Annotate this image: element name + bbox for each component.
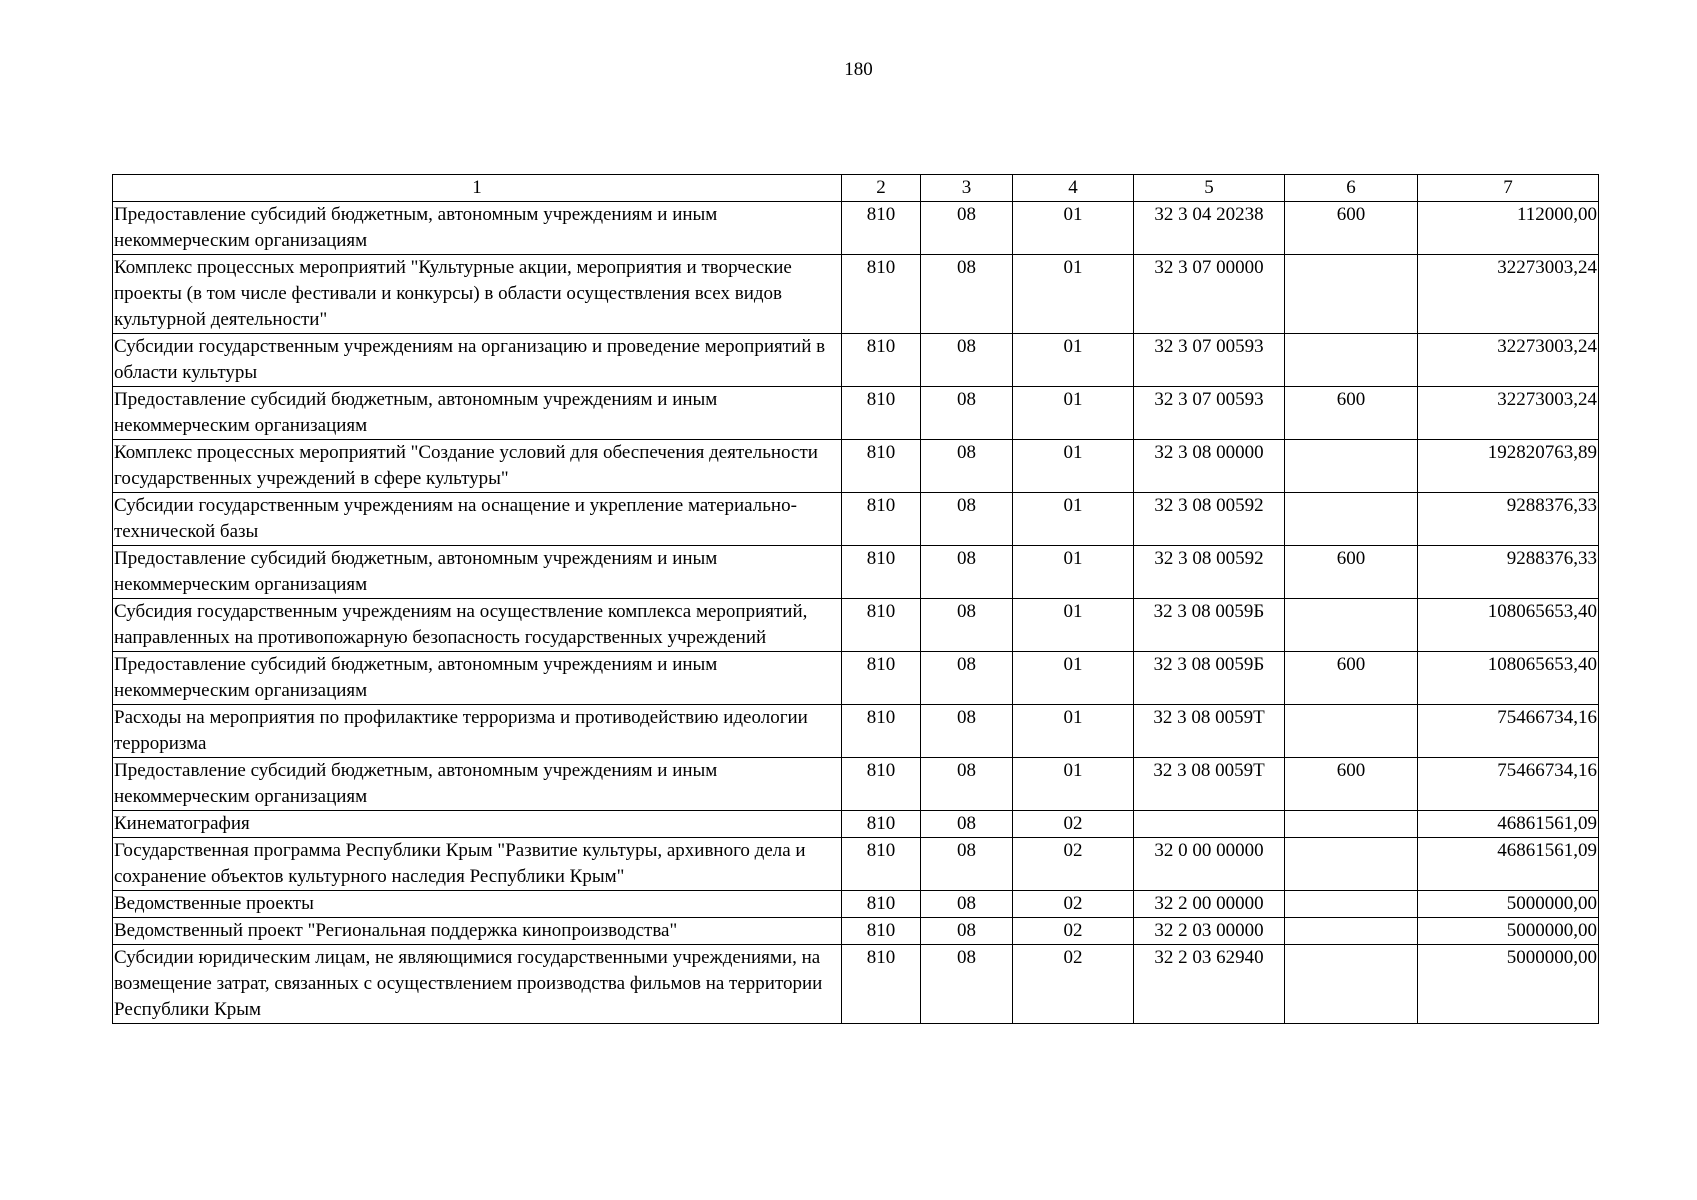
row-section-code: 08 [921,255,1013,334]
row-expense-type [1285,493,1418,546]
row-target-code: 32 3 08 0059Т [1134,758,1285,811]
header-col-6: 6 [1285,175,1418,202]
row-ministry-code: 810 [842,918,921,945]
row-section-code: 08 [921,546,1013,599]
table-row [113,918,1599,945]
row-subsection-code: 01 [1013,387,1134,440]
row-subsection-code: 01 [1013,202,1134,255]
row-name: Предоставление субсидий бюджетным, автономным учреждениям и иным некоммерческим организациям [113,758,842,811]
table-row [113,838,1599,891]
row-expense-type [1285,705,1418,758]
row-subsection-code: 01 [1013,758,1134,811]
row-target-code: 32 3 08 0059Б [1134,599,1285,652]
row-expense-type [1285,838,1418,891]
table-row [113,493,1599,546]
row-subsection-code: 02 [1013,918,1134,945]
row-ministry-code: 810 [842,493,921,546]
table-row [113,758,1599,811]
row-subsection-code: 01 [1013,546,1134,599]
table-row [113,891,1599,918]
row-amount: 9288376,33 [1418,546,1599,599]
row-subsection-code: 02 [1013,945,1134,1024]
row-section-code: 08 [921,758,1013,811]
row-amount: 5000000,00 [1418,918,1599,945]
row-name: Субсидии государственным учреждениям на организацию и проведение мероприятий в области культуры [113,334,842,387]
row-target-code: 32 0 00 00000 [1134,838,1285,891]
row-section-code: 08 [921,838,1013,891]
row-expense-type [1285,599,1418,652]
row-expense-type [1285,334,1418,387]
row-name: Субсидии юридическим лицам, не являющимися государственными учреждениями, на возмещение затрат, связанных с осуществлением производства фильмов на территории Республики Крым [113,945,842,1024]
row-amount: 108065653,40 [1418,652,1599,705]
row-expense-type: 600 [1285,202,1418,255]
row-name: Государственная программа Республики Крым "Развитие культуры, архивного дела и сохранение объектов культурного наследия Республики Крым" [113,838,842,891]
table-row [113,811,1599,838]
budget-table [112,174,1599,1024]
row-amount: 46861561,09 [1418,811,1599,838]
row-subsection-code: 01 [1013,255,1134,334]
row-subsection-code: 02 [1013,811,1134,838]
row-amount: 32273003,24 [1418,255,1599,334]
row-ministry-code: 810 [842,758,921,811]
header-col-3: 3 [921,175,1013,202]
row-subsection-code: 02 [1013,838,1134,891]
row-ministry-code: 810 [842,599,921,652]
row-ministry-code: 810 [842,440,921,493]
row-target-code: 32 2 03 00000 [1134,918,1285,945]
header-col-5: 5 [1134,175,1285,202]
row-ministry-code: 810 [842,546,921,599]
row-expense-type [1285,811,1418,838]
row-subsection-code: 01 [1013,493,1134,546]
row-ministry-code: 810 [842,255,921,334]
row-target-code [1134,811,1285,838]
row-expense-type [1285,440,1418,493]
row-expense-type: 600 [1285,758,1418,811]
table-row [113,202,1599,255]
table-row [113,334,1599,387]
row-section-code: 08 [921,493,1013,546]
row-name: Расходы на мероприятия по профилактике терроризма и противодействию идеологии терроризма [113,705,842,758]
row-subsection-code: 01 [1013,440,1134,493]
row-name: Комплекс процессных мероприятий "Создание условий для обеспечения деятельности государственных учреждений в сфере культуры" [113,440,842,493]
row-name: Предоставление субсидий бюджетным, автономным учреждениям и иным некоммерческим организациям [113,652,842,705]
row-name: Субсидии государственным учреждениям на оснащение и укрепление материально-технической базы [113,493,842,546]
row-name: Предоставление субсидий бюджетным, автономным учреждениям и иным некоммерческим организациям [113,546,842,599]
table-row [113,652,1599,705]
row-ministry-code: 810 [842,202,921,255]
row-ministry-code: 810 [842,652,921,705]
row-amount: 32273003,24 [1418,334,1599,387]
row-target-code: 32 3 04 20238 [1134,202,1285,255]
row-section-code: 08 [921,705,1013,758]
table-row [113,705,1599,758]
page-number: 180 [844,59,873,80]
row-expense-type: 600 [1285,652,1418,705]
row-target-code: 32 3 07 00593 [1134,334,1285,387]
row-expense-type [1285,918,1418,945]
row-amount: 108065653,40 [1418,599,1599,652]
row-name: Ведомственный проект "Региональная поддержка кинопроизводства" [113,918,842,945]
row-ministry-code: 810 [842,811,921,838]
row-expense-type [1285,891,1418,918]
row-expense-type [1285,255,1418,334]
table-row [113,387,1599,440]
row-ministry-code: 810 [842,705,921,758]
table-row [113,546,1599,599]
row-amount: 112000,00 [1418,202,1599,255]
row-subsection-code: 01 [1013,705,1134,758]
header-col-2: 2 [842,175,921,202]
row-ministry-code: 810 [842,945,921,1024]
header-col-7: 7 [1418,175,1599,202]
header-col-1: 1 [113,175,842,202]
row-name: Комплекс процессных мероприятий "Культурные акции, мероприятия и творческие проекты (в том числе фестивали и конкурсы) в области осуществления всех видов культурной деятельности" [113,255,842,334]
row-section-code: 08 [921,440,1013,493]
table-row [113,599,1599,652]
row-section-code: 08 [921,891,1013,918]
row-expense-type: 600 [1285,546,1418,599]
row-name: Предоставление субсидий бюджетным, автономным учреждениям и иным некоммерческим организациям [113,202,842,255]
row-subsection-code: 02 [1013,891,1134,918]
row-name: Субсидия государственным учреждениям на осуществление комплекса мероприятий, направленных на противопожарную безопасность государственных учреждений [113,599,842,652]
row-ministry-code: 810 [842,891,921,918]
row-amount: 46861561,09 [1418,838,1599,891]
row-name: Ведомственные проекты [113,891,842,918]
row-target-code: 32 3 08 0059Т [1134,705,1285,758]
row-name: Предоставление субсидий бюджетным, автономным учреждениям и иным некоммерческим организациям [113,387,842,440]
row-target-code: 32 2 03 62940 [1134,945,1285,1024]
row-subsection-code: 01 [1013,334,1134,387]
row-name: Кинематография [113,811,842,838]
row-amount: 192820763,89 [1418,440,1599,493]
header-col-4: 4 [1013,175,1134,202]
table-row [113,255,1599,334]
row-section-code: 08 [921,202,1013,255]
table-row [113,440,1599,493]
row-target-code: 32 3 07 00000 [1134,255,1285,334]
row-amount: 5000000,00 [1418,891,1599,918]
row-ministry-code: 810 [842,838,921,891]
header-row [113,175,1599,202]
row-amount: 32273003,24 [1418,387,1599,440]
row-amount: 5000000,00 [1418,945,1599,1024]
row-section-code: 08 [921,945,1013,1024]
row-expense-type: 600 [1285,387,1418,440]
row-target-code: 32 3 08 00000 [1134,440,1285,493]
row-amount: 9288376,33 [1418,493,1599,546]
row-ministry-code: 810 [842,334,921,387]
row-section-code: 08 [921,918,1013,945]
row-ministry-code: 810 [842,387,921,440]
row-target-code: 32 3 07 00593 [1134,387,1285,440]
row-target-code: 32 3 08 00592 [1134,493,1285,546]
row-section-code: 08 [921,652,1013,705]
row-section-code: 08 [921,387,1013,440]
row-section-code: 08 [921,334,1013,387]
row-target-code: 32 2 00 00000 [1134,891,1285,918]
row-section-code: 08 [921,811,1013,838]
row-amount: 75466734,16 [1418,758,1599,811]
row-section-code: 08 [921,599,1013,652]
row-expense-type [1285,945,1418,1024]
row-target-code: 32 3 08 00592 [1134,546,1285,599]
row-target-code: 32 3 08 0059Б [1134,652,1285,705]
row-subsection-code: 01 [1013,599,1134,652]
row-subsection-code: 01 [1013,652,1134,705]
row-amount: 75466734,16 [1418,705,1599,758]
table-row [113,945,1599,1024]
